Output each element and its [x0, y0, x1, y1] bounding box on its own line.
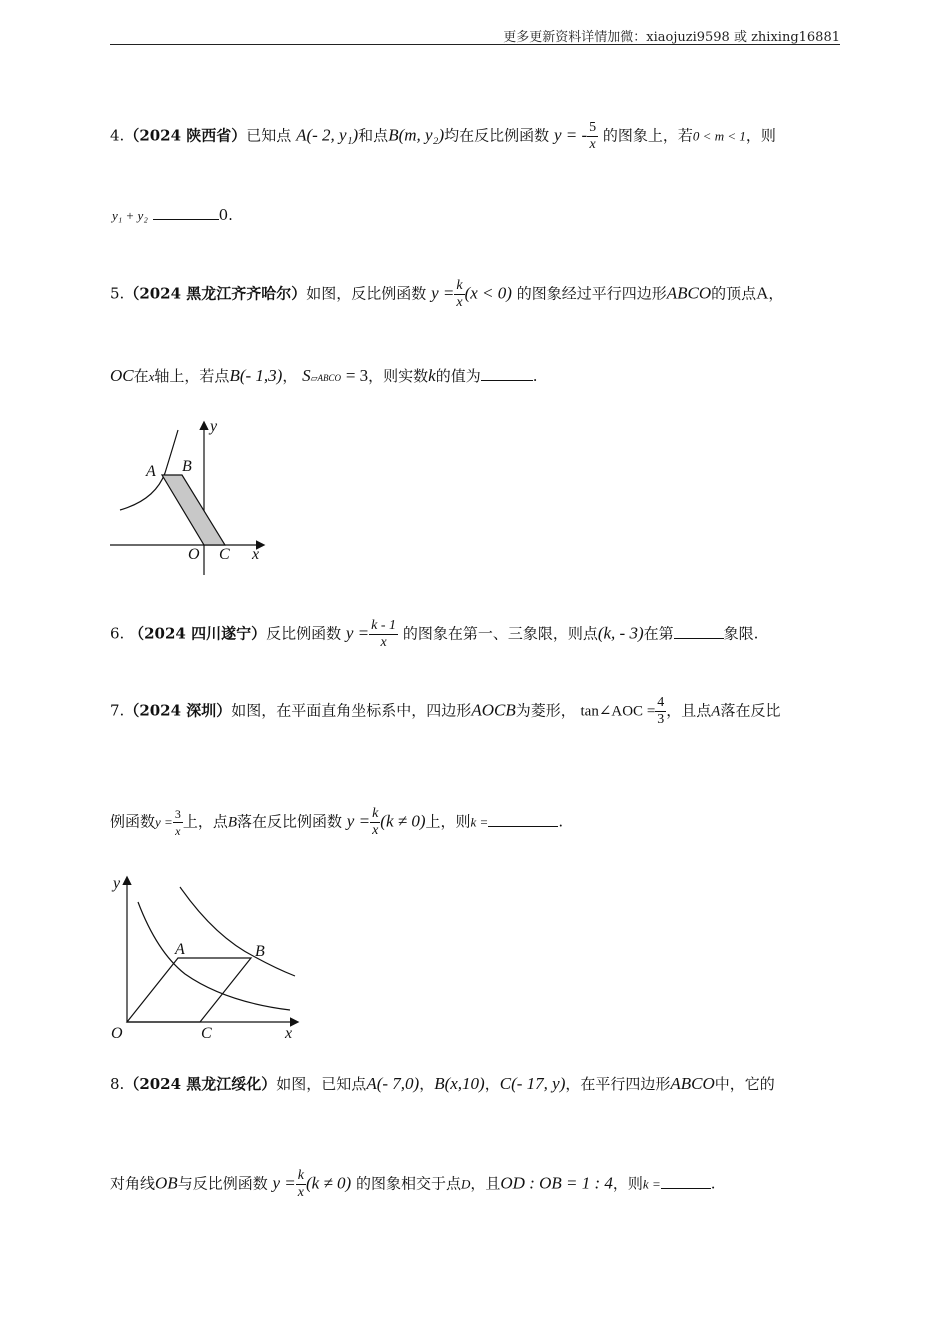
- q5-function-condition: (x < 0): [464, 283, 512, 303]
- q4-line1: [110, 120, 776, 153]
- q5-area-subscript: ▱ABCO: [310, 373, 342, 383]
- q7-text4: 落在反比: [720, 701, 781, 720]
- q7-label-b: B: [255, 943, 265, 960]
- q8-text3: 中，它的: [714, 1075, 775, 1093]
- q5-point-b: B(- 1,3): [229, 366, 283, 385]
- q4-number: 4.: [110, 126, 125, 145]
- q7-label-c: C: [201, 1025, 212, 1042]
- q6-answer-blank[interactable]: [674, 624, 724, 639]
- q7-answer-blank[interactable]: [488, 812, 558, 827]
- q4-answer-blank[interactable]: [153, 205, 219, 220]
- q8-shape-name: ABCO: [670, 1074, 715, 1093]
- q4-fraction-denominator: x: [589, 137, 596, 152]
- q4-fraction-numerator: 5: [589, 120, 597, 135]
- q5-label-c: C: [219, 546, 230, 563]
- q8-l2-text4: ，且: [470, 1174, 501, 1193]
- q4-text6: 0.: [218, 206, 233, 224]
- q6-line1: [110, 618, 758, 651]
- q7-text2: 为菱形，: [515, 701, 576, 720]
- q4-text2: 和点: [358, 126, 389, 145]
- q7-source: （2024 深圳）: [124, 701, 232, 720]
- q7-tan-fraction: [655, 695, 666, 728]
- q8-point-c: C(- 17, y): [499, 1074, 566, 1093]
- q5-text1: 如图，反比例函数: [306, 284, 427, 303]
- q7-fn2-lhs: y =: [346, 811, 371, 831]
- q6-text1: 反比例函数: [266, 624, 342, 643]
- q8-text1: 如图，已知点: [276, 1075, 367, 1093]
- q4-text4: 的图象上，若: [602, 126, 693, 145]
- q7-l2-end: .: [558, 812, 564, 831]
- q7-curve-inner: [138, 902, 290, 1010]
- q6-text2: 的图象在第一、三象限，则点: [402, 624, 598, 643]
- q5-area-symbol: S: [302, 366, 311, 385]
- q7-l2-text4: 上，则: [425, 812, 471, 831]
- q8-line2: [110, 1168, 716, 1201]
- q5-text2: 的图象经过平行四边形: [516, 284, 667, 303]
- q5-answer-blank[interactable]: [481, 366, 533, 381]
- q5-l2-text2: 轴上，若点: [154, 367, 230, 385]
- q8-point-d: D: [460, 1176, 471, 1192]
- q8-l2-text1: 对角线: [110, 1174, 156, 1193]
- q5-line1: [110, 278, 783, 311]
- q4-expression: y₁ + y₂: [112, 208, 148, 223]
- q5-l2-end: .: [532, 367, 538, 385]
- q6-fraction-numerator: k - 1: [371, 618, 397, 633]
- q5-shape-name: ABCO: [666, 283, 712, 303]
- q8-segment-ob: OB: [155, 1173, 178, 1193]
- q8-l2-text5: ，则: [612, 1174, 643, 1193]
- q6-text3: 在第: [643, 624, 674, 643]
- q8-fraction-numerator: k: [297, 1168, 304, 1183]
- q5-label-a: A: [146, 463, 156, 480]
- q7-rhombus: [127, 958, 251, 1022]
- q7-fn1-denominator: x: [175, 824, 181, 838]
- q8-point-a: A(- 7,0): [366, 1074, 420, 1093]
- q5-function-fraction: [454, 278, 464, 311]
- q5-text3: 的顶点: [711, 284, 757, 303]
- q4-condition: 0 < m < 1: [692, 128, 746, 144]
- q5-vertex: A: [756, 283, 769, 303]
- q5-label-o: O: [188, 546, 200, 563]
- q7-shape-name: AOCB: [471, 700, 516, 720]
- q5-axis-x: x: [148, 369, 155, 384]
- q8-k: k =: [642, 1176, 661, 1192]
- q5-l2-text4: ，则实数: [368, 367, 429, 385]
- q7-number: 7.: [110, 701, 125, 720]
- q6-function-lhs: y =: [345, 623, 370, 643]
- q7-point-b: B: [227, 814, 237, 831]
- q4-function-lhs: y = -: [553, 125, 588, 145]
- q7-fn2-denominator: x: [372, 823, 379, 838]
- q7-label-y: y: [113, 875, 121, 892]
- q7-text1: 如图，在平面直角坐标系中，四边形: [231, 701, 472, 720]
- q5-k: k: [428, 366, 436, 385]
- q7-figure: [105, 872, 305, 1042]
- q8-text2: ，在平行四边形: [565, 1075, 671, 1093]
- q7-point-a: A: [711, 703, 721, 720]
- q8-l2-text3: 的图象相交于点: [355, 1174, 461, 1193]
- q4-text1: 已知点: [246, 126, 292, 145]
- q7-line1: [110, 695, 780, 728]
- q5-l2-text3: ，: [282, 367, 298, 385]
- q7-fn2-numerator: k: [372, 806, 379, 821]
- q5-l2-text5: 的值为: [435, 367, 481, 385]
- q6-source: （2024 四川遂宁）: [129, 624, 267, 643]
- q7-line2: [110, 806, 563, 839]
- q5-l2-text1: 在: [133, 367, 149, 385]
- q8-point-b: B(x,10): [434, 1074, 485, 1093]
- q7-l2-text2: 上，点: [182, 812, 228, 831]
- q5-label-b: B: [182, 458, 192, 475]
- q5-source: （2024 黑龙江齐齐哈尔）: [124, 284, 307, 303]
- q7-l2-text3: 落在反比例函数: [237, 812, 343, 831]
- q7-tan-numerator: 4: [657, 695, 665, 710]
- q8-l2-end: .: [710, 1174, 716, 1193]
- q5-segment-oc: OC: [110, 366, 134, 385]
- q7-fn1-lhs: y =: [155, 814, 173, 830]
- q4-point-b: B(m, y₂): [388, 125, 445, 145]
- q6-function-fraction: [369, 618, 398, 651]
- q5-number: 5.: [110, 284, 125, 303]
- q7-fn2-condition: (k ≠ 0): [380, 811, 426, 831]
- q8-function-fraction: [296, 1168, 306, 1201]
- q5-fraction-numerator: k: [456, 278, 463, 293]
- q5-parallelogram: [162, 475, 225, 545]
- header-text: 更多更新资料详情加微：xiaojuzi9598 或 zhixing16881: [503, 30, 840, 45]
- q5-figure: [105, 415, 275, 580]
- q7-tan-lhs: tan∠AOC =: [580, 703, 656, 720]
- q7-fn1-numerator: 3: [174, 807, 181, 821]
- q7-fn1-fraction: [173, 806, 183, 839]
- q7-label-o: O: [111, 1025, 123, 1042]
- q6-text4: 象限.: [723, 624, 759, 643]
- q4-source: （2024 陕西省）: [124, 126, 247, 145]
- q7-label-a: A: [175, 941, 185, 958]
- q5-fraction-denominator: x: [456, 295, 463, 310]
- header-divider: [110, 44, 840, 45]
- q8-number: 8.: [110, 1075, 125, 1093]
- q5-label-x: x: [252, 546, 260, 563]
- q8-function-lhs: y =: [272, 1173, 296, 1193]
- q8-source: （2024 黑龙江绥化）: [124, 1075, 277, 1093]
- q7-tan-denominator: 3: [657, 712, 665, 727]
- q8-comma2: ，: [484, 1075, 500, 1093]
- q6-number: 6.: [110, 624, 125, 643]
- q6-point: (k, - 3): [597, 623, 644, 643]
- q7-text3: ，且点: [666, 701, 712, 720]
- q7-l2-text1: 例函数: [110, 812, 156, 831]
- q8-l2-text2: 与反比例函数: [177, 1174, 268, 1193]
- q5-line2: [110, 365, 538, 386]
- q8-function-condition: (k ≠ 0): [305, 1173, 352, 1193]
- q8-ratio: OD : OB = 1 : 4: [500, 1173, 613, 1193]
- q4-point-a: A(- 2, y₁): [296, 125, 359, 145]
- q8-fraction-denominator: x: [297, 1185, 304, 1200]
- q8-line1: [110, 1073, 775, 1094]
- q7-curve-outer: [180, 887, 295, 976]
- q7-fn2-fraction: [370, 806, 380, 839]
- q7-k: k =: [470, 814, 489, 830]
- q4-text5: ，则: [745, 126, 776, 145]
- q7-label-x: x: [285, 1025, 293, 1042]
- q5-text4: ，: [768, 284, 784, 303]
- q6-fraction-denominator: x: [380, 635, 387, 650]
- q8-answer-blank[interactable]: [661, 1174, 711, 1189]
- q4-function-fraction: [587, 120, 598, 153]
- q4-line2: [112, 205, 233, 224]
- q5-function-lhs: y =: [431, 283, 455, 303]
- q4-text3: 均在反比例函数: [444, 126, 550, 145]
- q8-comma1: ，: [419, 1075, 435, 1093]
- q5-area-value: = 3: [345, 366, 369, 385]
- q5-label-y: y: [210, 418, 218, 435]
